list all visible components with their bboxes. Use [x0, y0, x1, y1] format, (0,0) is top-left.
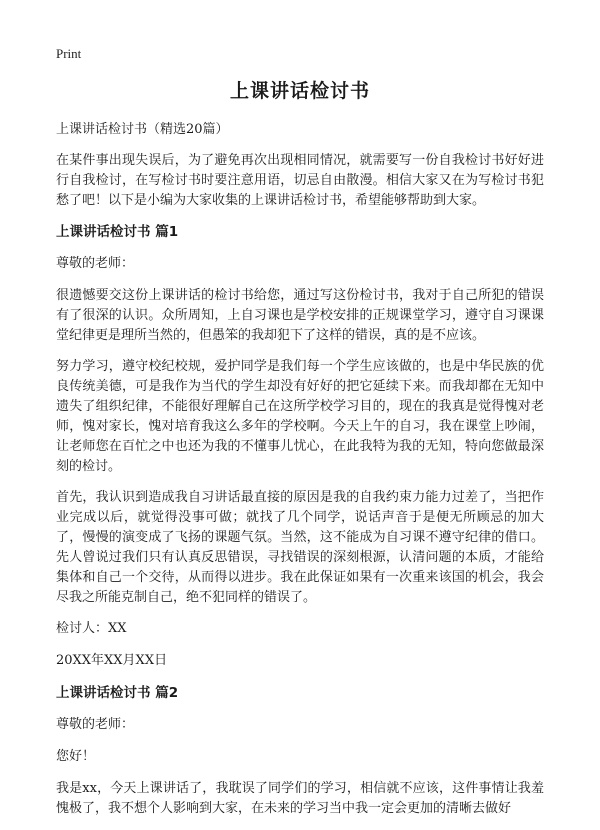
- intro-paragraph: 在某件事出现失误后，为了避免再次出现相同情况，就需要写一份自我检讨书好好进行自我检讨，在写检讨书时要注意用语，切忌自由散漫。相信大家又在为写检讨书犯愁了吧！以下是小编为大家收集的上课讲话检讨书，希望能够帮助到大家。: [56, 153, 544, 208]
- document-body: [56, 120, 544, 830]
- page-title: 上课讲话检讨书: [229, 80, 370, 102]
- salutation: 您好！: [56, 749, 96, 764]
- section-heading: 上课讲话检讨书 篇2: [56, 685, 179, 701]
- signer: 检讨人：XX: [56, 621, 127, 636]
- print-link[interactable]: Print: [56, 46, 82, 61]
- section-1: [56, 222, 544, 671]
- date: 20XX年XX月XX日: [56, 653, 168, 668]
- greeting: 尊敬的老师：: [56, 717, 135, 732]
- document-subtitle: 上课讲话检讨书（精选20篇）: [56, 122, 229, 137]
- section-heading: 上课讲话检讨书 篇1: [56, 224, 179, 240]
- body-paragraph: 我是xx，今天上课讲话了，我耽误了同学们的学习，相信就不应该，这件事情让我羞愧极了，我不想个人影响到大家，在未来的学习当中我一定会更加的清晰去做好: [56, 781, 544, 816]
- body-paragraph: 很遗憾要交这份上课讲话的检讨书给您，通过写这份检讨书，我对于自己所犯的错误有了很深的认识。众所周知，上自习课也是学校安排的正规课堂学习，遵守自习课课堂纪律更是理所当然的，但愚笨的我却犯下了这样的错误，真的是不应该。: [56, 288, 544, 343]
- section-2: [56, 683, 544, 819]
- body-paragraph: 首先，我认识到造成我自习讲话最直接的原因是我的自我约束力能力过差了，当把作业完成以后，就觉得没事可做；就找了几个同学，说话声音于是便无所顾忌的加大了，慢慢的演变成了飞扬的课题气氛。当然，这不能成为自习课不遵守纪律的借口。先人曾说过我们只有认真反思错误，寻找错误的深刻根源，认清问题的本质，才能给集体和自己一个交待，从而得以进步。我在此保证如果有一次重来该国的机会，我会尽我之所能克制自己，绝不犯同样的错误了。: [56, 490, 544, 605]
- body-paragraph: 努力学习，遵守校纪校规，爱护同学是我们每一个学生应该做的，也是中华民族的优良传统美德，可是我作为当代的学生却没有好好的把它延续下来。而我却都在无知中遗失了组织纪律，不能很好理解自己在这所学校学习目的，现在的我真是觉得愧对老师，愧对家长，愧对培育我这么多年的学校啊。今天上午的自习，我在课堂上吵闹，让老师您在百忙之中也还为我的不懂事儿忧心，在此我特为我的无知，特向您做最深刻的检讨。: [56, 359, 544, 474]
- greeting: 尊敬的老师：: [56, 256, 135, 271]
